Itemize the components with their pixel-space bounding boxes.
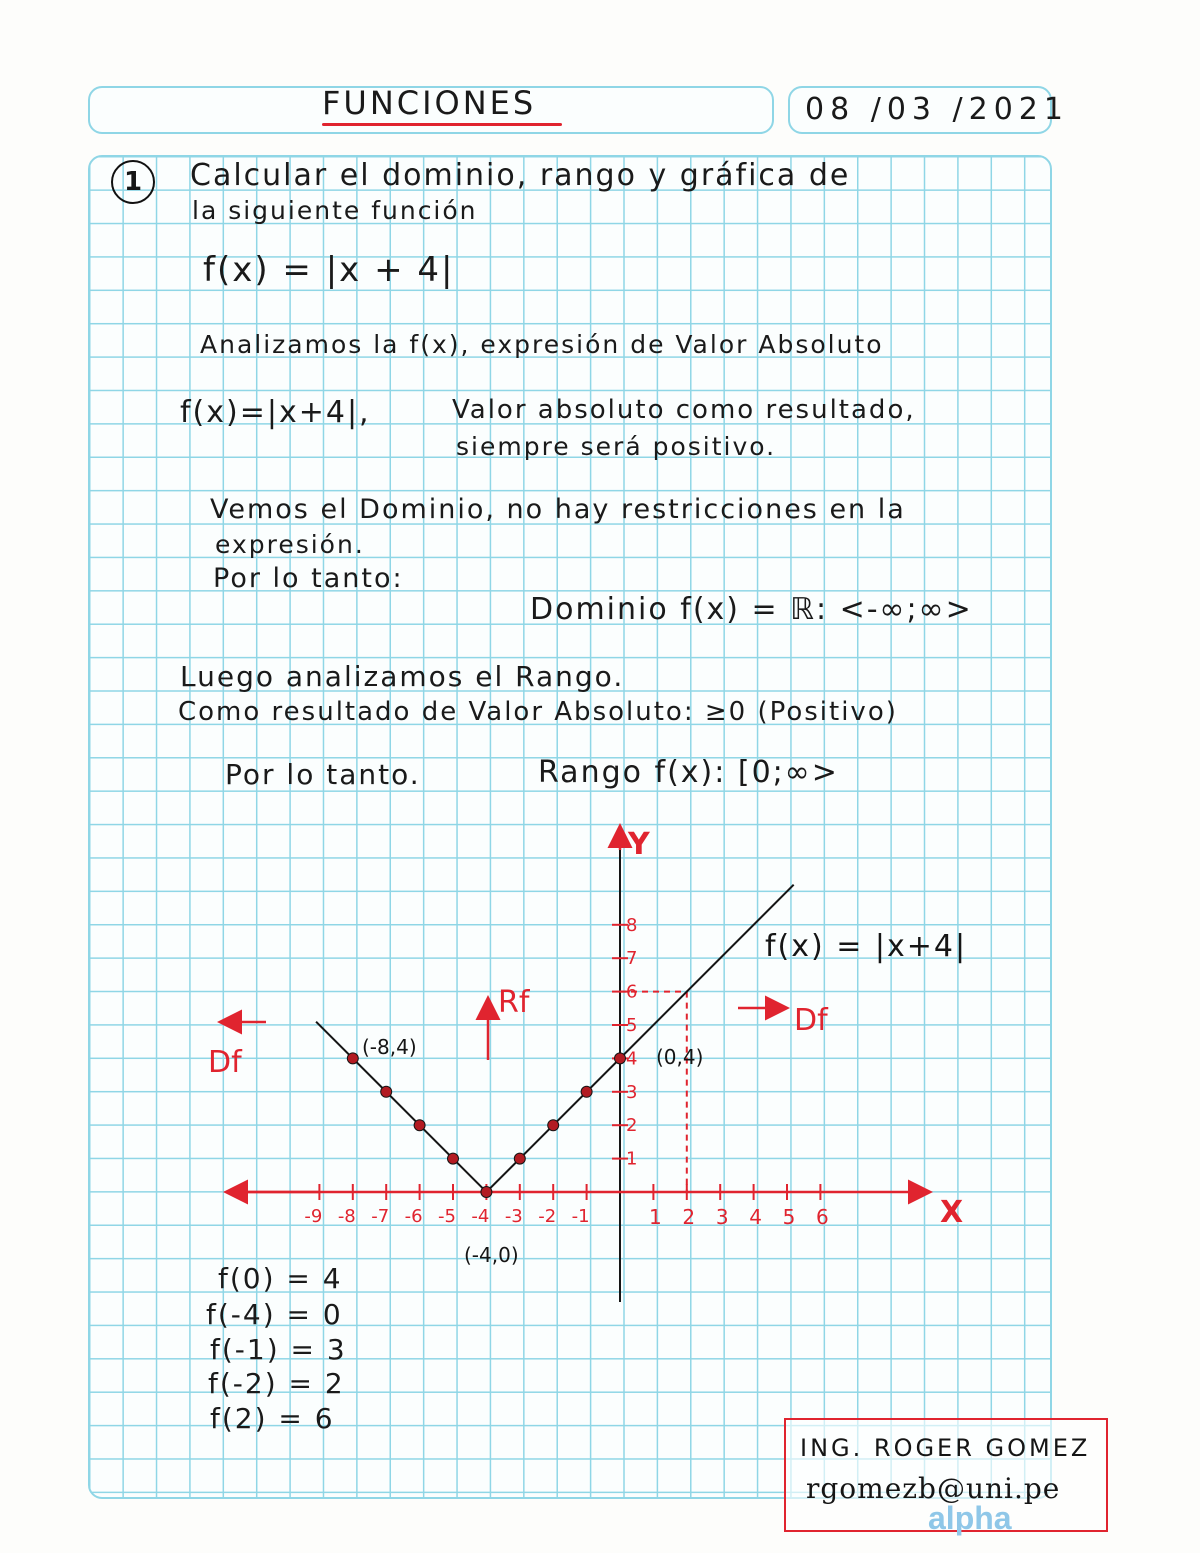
problem-number: 1 [111,160,155,204]
x-tick-label: -4 [471,1206,490,1227]
therefore-1: Por lo tanto: [213,563,404,594]
point-label: (-8,4) [362,1035,417,1059]
x-tick-label: -6 [404,1206,423,1227]
range-line-2: Como resultado de Valor Absoluto: ≥0 (Positivo) [178,697,898,727]
data-point [548,1120,559,1131]
data-point [347,1053,358,1064]
range-label: Rf [498,985,530,1020]
abs-note-2: siempre será positivo. [456,432,777,461]
domain-label-left: Df [208,1045,242,1080]
data-point [414,1120,425,1131]
x-tick-label: -7 [371,1206,390,1227]
statement-line-2: la siguiente función [192,196,478,225]
x-tick-label: -3 [504,1206,523,1227]
page-date: 08 /03 /2021 [805,92,1069,127]
domain-label-right: Df [794,1003,828,1038]
data-point [381,1086,392,1097]
y-tick-label: 3 [626,1081,638,1103]
x-tick-label: 5 [782,1205,796,1229]
fx-abs: f(x)=|x+4|, [180,395,371,430]
watermark: alpha [928,1500,1012,1536]
data-point [448,1153,459,1164]
domain-line-1: Vemos el Dominio, no hay restricciones en la [210,494,906,525]
x-tick-label: -9 [304,1206,323,1227]
y-tick-label: 8 [626,914,638,936]
y-tick-label: 2 [626,1115,638,1137]
y-tick-label: 6 [626,981,638,1003]
x-tick-label: 4 [749,1205,762,1229]
range-line-1: Luego analizamos el Rango. [180,660,625,693]
data-point [615,1053,626,1064]
x-tick-label: 3 [715,1205,729,1229]
range-result: Rango f(x): [0;∞> [538,755,839,790]
signature-email: rgomezb@uni.pe [806,1472,1061,1505]
eval-1: f(0) = 4 [218,1262,343,1295]
x-tick-label: -8 [337,1206,356,1227]
x-tick-label: -2 [538,1206,557,1227]
point-label: (-4,0) [464,1243,519,1267]
statement-line-1: Calcular el dominio, rango y gráfica de [190,158,851,193]
domain-line-2: expresión. [215,530,365,559]
eval-2: f(-4) = 0 [206,1298,343,1331]
eval-5: f(2) = 6 [210,1402,335,1435]
function-label: f(x) = |x+4| [765,929,968,964]
data-point [581,1086,592,1097]
data-point [481,1187,492,1198]
y-axis-label: Y [628,827,650,862]
x-tick-label: -5 [438,1206,456,1227]
point-label: (0,4) [656,1045,704,1069]
abs-note-1: Valor absoluto como resultado, [452,395,916,425]
page-title: FUNCIONES [322,84,537,122]
analysis-line: Analizamos la f(x), expresión de Valor Absoluto [200,330,884,359]
x-axis-label: X [940,1195,964,1230]
signature-name: ING. ROGER GOMEZ [800,1434,1091,1462]
x-tick-label: -1 [571,1206,590,1227]
y-tick-label: 7 [626,948,638,970]
x-tick-label: 2 [682,1205,696,1229]
x-tick-label: 6 [816,1205,829,1229]
x-tick-label: 1 [649,1205,662,1229]
y-tick-label: 5 [626,1015,638,1036]
therefore-2: Por lo tanto. [225,758,421,791]
y-tick-label: 1 [626,1148,638,1170]
data-point [514,1153,525,1164]
eval-3: f(-1) = 3 [210,1333,347,1366]
eval-4: f(-2) = 2 [208,1367,345,1400]
y-tick-label: 4 [626,1048,638,1070]
domain-result: Dominio f(x) = ℝ: <-∞;∞> [530,592,973,627]
function-definition: f(x) = |x + 4| [203,250,455,290]
